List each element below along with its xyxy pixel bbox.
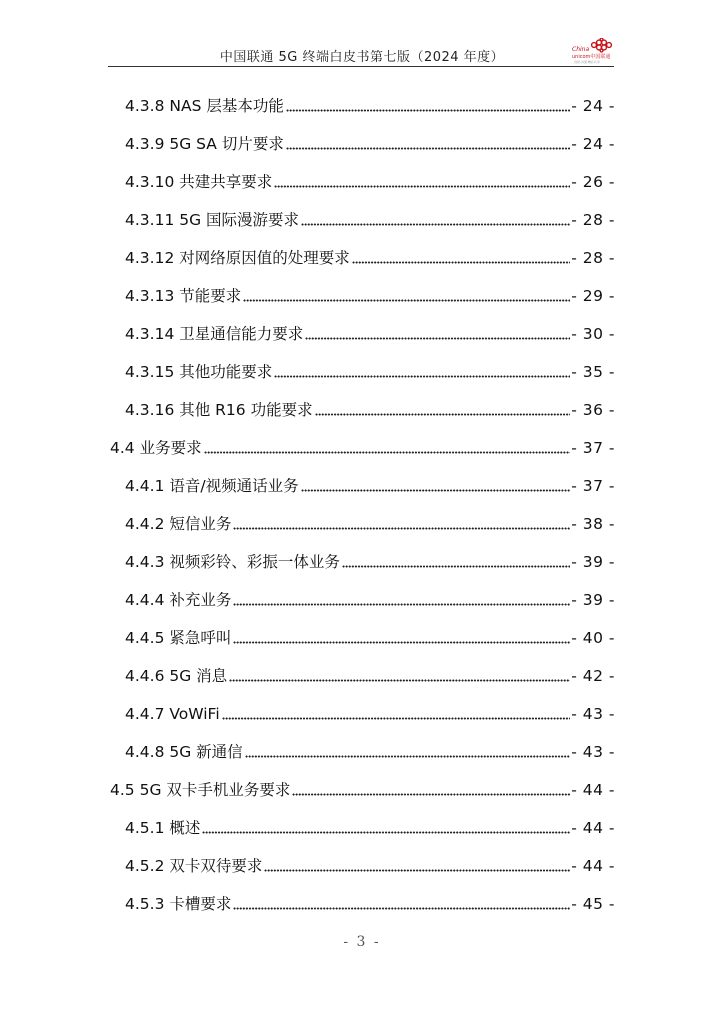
- toc-entry[interactable]: [125, 132, 615, 156]
- toc-dot-leader: [243, 299, 570, 302]
- toc-entry-title: 4.3.15 其他功能要求: [125, 363, 273, 381]
- toc-entry-page: - 28 -: [571, 249, 615, 267]
- toc-entry-title: 4.4.8 5G 新通信: [125, 743, 243, 761]
- toc-entry-page: - 26 -: [571, 173, 615, 191]
- toc-entry-page: - 43 -: [571, 705, 615, 723]
- toc-entry-title: 4.5.2 双卡双待要求: [125, 857, 263, 875]
- toc-dot-leader: [274, 375, 570, 378]
- toc-entry-page: - 28 -: [571, 211, 615, 229]
- toc-entry-page: - 38 -: [571, 515, 615, 533]
- toc-entry-page: - 39 -: [571, 591, 615, 609]
- toc-entry-page: - 40 -: [571, 629, 615, 647]
- toc-entry[interactable]: [125, 398, 615, 422]
- toc-entry-title: 4.3.13 节能要求: [125, 287, 242, 305]
- toc-dot-leader: [301, 223, 570, 226]
- toc-entry[interactable]: [125, 892, 615, 916]
- toc-entry-title: 4.3.14 卫星通信能力要求: [125, 325, 304, 343]
- toc-entry[interactable]: [125, 170, 615, 194]
- toc-dot-leader: [202, 831, 570, 834]
- toc-entry-title: 4.3.10 共建共享要求: [125, 173, 273, 191]
- toc-dot-leader: [233, 907, 570, 910]
- toc-entry-title: 4.4.4 补充业务: [125, 591, 232, 609]
- toc-entry-page: - 44 -: [571, 857, 615, 875]
- toc-dot-leader: [229, 679, 570, 682]
- toc-entry-title: 4.4.5 紧急呼叫: [125, 629, 232, 647]
- toc-entry[interactable]: [125, 626, 615, 650]
- toc-entry-page: - 24 -: [571, 97, 615, 115]
- toc-entry[interactable]: [125, 474, 615, 498]
- toc-entry-page: - 43 -: [571, 743, 615, 761]
- toc-entry-page: - 35 -: [571, 363, 615, 381]
- toc-entry[interactable]: [125, 588, 615, 612]
- toc-dot-leader: [264, 869, 570, 872]
- toc-entry-page: - 45 -: [571, 895, 615, 913]
- toc-entry[interactable]: [125, 550, 615, 574]
- toc-dot-leader: [315, 413, 571, 416]
- toc-entry-page: - 44 -: [571, 819, 615, 837]
- toc-entry-page: - 29 -: [571, 287, 615, 305]
- header-title: 中国联通 5G 终端白皮书第七版（2024 年度）: [219, 50, 505, 65]
- logo-text-unicom: unicom中国联通: [572, 54, 611, 60]
- toc-entry-title: 4.3.11 5G 国际漫游要求: [125, 211, 300, 229]
- toc-entry[interactable]: [125, 512, 615, 536]
- toc-section-entry[interactable]: [110, 778, 615, 802]
- toc-dot-leader: [342, 565, 570, 568]
- toc-entry-page: - 37 -: [571, 477, 615, 495]
- toc-entry-title: 4.5.1 概述: [125, 819, 201, 837]
- toc-dot-leader: [222, 717, 571, 720]
- toc-dot-leader: [204, 451, 571, 454]
- toc-entry[interactable]: [125, 360, 615, 384]
- toc-entry-title: 4.3.16 其他 R16 功能要求: [125, 401, 313, 419]
- toc-entry-title: 4.4.7 VoWiFi: [125, 705, 220, 723]
- toc-section-entry[interactable]: [110, 436, 615, 460]
- toc-dot-leader: [292, 793, 570, 796]
- toc-entry[interactable]: [125, 664, 615, 688]
- toc-entry-title: 4.3.8 NAS 层基本功能: [125, 97, 284, 115]
- toc-dot-leader: [233, 641, 570, 644]
- toc-entry-page: - 42 -: [571, 667, 615, 685]
- toc-entry[interactable]: [125, 246, 615, 270]
- toc-entry-page: - 36 -: [571, 401, 615, 419]
- page-number: - 3 -: [343, 934, 381, 950]
- toc-entry-page: - 39 -: [571, 553, 615, 571]
- toc-entry[interactable]: [125, 702, 615, 726]
- toc-entry-title: 4.4 业务要求: [110, 439, 202, 457]
- toc-entry[interactable]: [125, 740, 615, 764]
- toc-dot-leader: [274, 185, 570, 188]
- toc-dot-leader: [233, 527, 570, 530]
- toc-dot-leader: [286, 109, 570, 112]
- toc-entry-title: 4.5.3 卡槽要求: [125, 895, 232, 913]
- toc-dot-leader: [286, 147, 570, 150]
- toc-dot-leader: [305, 337, 570, 340]
- toc-entry[interactable]: [125, 322, 615, 346]
- toc-entry-title: 4.4.1 语音/视频通话业务: [125, 477, 299, 495]
- toc-entry-page: - 44 -: [571, 781, 615, 799]
- toc-entry[interactable]: [125, 854, 615, 878]
- toc-entry-title: 4.5 5G 双卡手机业务要求: [110, 781, 291, 799]
- toc-entry-page: - 37 -: [571, 439, 615, 457]
- toc-entry-page: - 30 -: [571, 325, 615, 343]
- logo-text-china: China: [572, 46, 590, 53]
- toc-entry-title: 4.3.12 对网络原因值的处理要求: [125, 249, 350, 267]
- toc-entry-title: 4.4.6 5G 消息: [125, 667, 228, 685]
- toc-entry-title: 4.4.2 短信业务: [125, 515, 232, 533]
- toc-entry[interactable]: [125, 94, 615, 118]
- toc-dot-leader: [352, 261, 571, 264]
- toc-entry-title: 4.3.9 5G SA 切片要求: [125, 135, 284, 153]
- toc-entry[interactable]: [125, 208, 615, 232]
- toc-dot-leader: [301, 489, 571, 492]
- toc-entry[interactable]: [125, 284, 615, 308]
- toc-dot-leader: [245, 755, 571, 758]
- toc-entry-title: 4.4.3 视频彩铃、彩振一体业务: [125, 553, 340, 571]
- toc-dot-leader: [233, 603, 570, 606]
- logo-slogan: 创新·沟通·精彩共享: [574, 60, 600, 64]
- toc-entry[interactable]: [125, 816, 615, 840]
- toc-entry-page: - 24 -: [571, 135, 615, 153]
